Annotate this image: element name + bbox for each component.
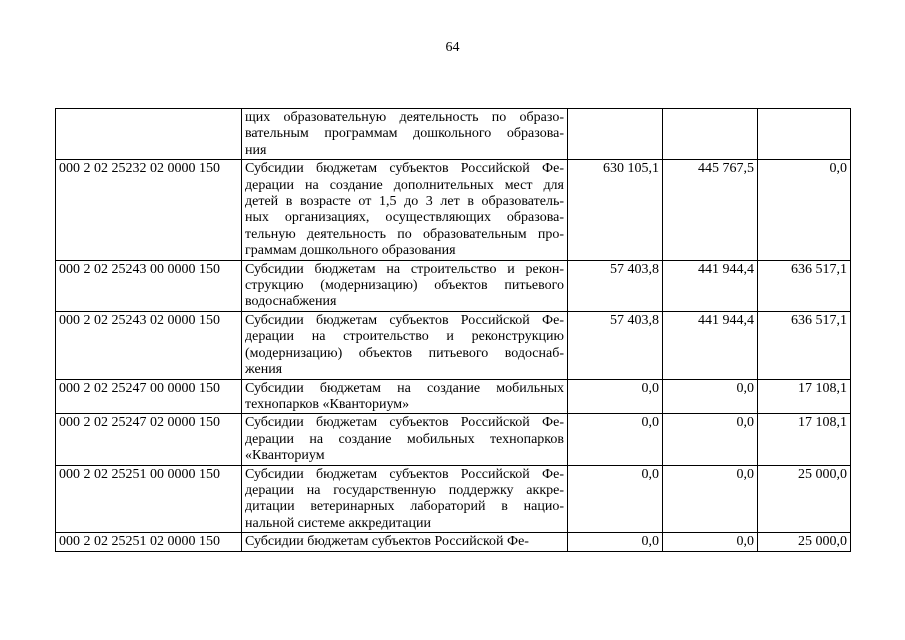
description-line: дитации ветеринарных лабораторий в нацио-	[245, 499, 564, 515]
amount-cell-v3: 0,0	[758, 160, 851, 260]
description-line: дерации на создание мобильных технопарков	[245, 431, 564, 447]
table-row	[56, 533, 851, 551]
table-row	[56, 109, 851, 160]
amount-cell-v2	[663, 109, 758, 160]
description-line: «Кванториум	[245, 448, 325, 464]
description-cell	[242, 260, 568, 311]
amount-cell-v2: 0,0	[663, 414, 758, 465]
description-line: технопарков «Кванториум»	[245, 396, 410, 412]
amount-cell-v2: 441 944,4	[663, 311, 758, 379]
amount-cell-v3: 25 000,0	[758, 465, 851, 533]
budget-code-cell: 000 2 02 25243 02 0000 150	[56, 311, 242, 379]
description-line: тельную деятельность по образовательным про-	[245, 226, 564, 242]
table-row	[56, 260, 851, 311]
table-row	[56, 414, 851, 465]
description-cell	[242, 311, 568, 379]
description-line: Субсидии бюджетам на строительство и рекон-	[245, 261, 564, 277]
description-cell	[242, 533, 568, 551]
budget-table	[55, 108, 851, 552]
budget-code-cell: 000 2 02 25251 00 0000 150	[56, 465, 242, 533]
amount-cell-v1: 0,0	[568, 414, 663, 465]
page-number: 64	[445, 40, 460, 55]
description-line: щих образовательную деятельность по образо-	[245, 110, 564, 125]
amount-cell-v2: 0,0	[663, 465, 758, 533]
amount-cell-v1	[568, 109, 663, 160]
description-cell	[242, 160, 568, 260]
table-row	[56, 311, 851, 379]
amount-cell-v3: 17 108,1	[758, 414, 851, 465]
amount-cell-v3: 17 108,1	[758, 379, 851, 414]
description-line: жения	[245, 362, 283, 378]
table-row	[56, 379, 851, 414]
budget-code-cell	[56, 109, 242, 160]
amount-cell-v1: 0,0	[568, 465, 663, 533]
description-line: струкцию (модернизацию) объектов питьевого	[245, 278, 564, 294]
description-line: дерации на строительство и реконструкцию	[245, 329, 564, 345]
description-line: Субсидии бюджетам субъектов Российской Фе-	[245, 534, 529, 550]
description-line: дерации на государственную поддержку аккре-	[245, 482, 564, 498]
description-cell	[242, 414, 568, 465]
budget-table-body	[56, 109, 851, 552]
budget-code-cell: 000 2 02 25247 00 0000 150	[56, 379, 242, 414]
description-line: Субсидии бюджетам субъектов Российской Фе-	[245, 415, 564, 431]
amount-cell-v1: 57 403,8	[568, 260, 663, 311]
amount-cell-v1: 630 105,1	[568, 160, 663, 260]
budget-code-cell: 000 2 02 25247 02 0000 150	[56, 414, 242, 465]
description-line: нальной системе аккредитации	[245, 515, 431, 531]
description-line: вательным программам дошкольного образова-	[245, 126, 564, 142]
amount-cell-v2: 445 767,5	[663, 160, 758, 260]
table-row	[56, 465, 851, 533]
description-cell	[242, 109, 568, 160]
amount-cell-v2: 441 944,4	[663, 260, 758, 311]
budget-code-cell: 000 2 02 25243 00 0000 150	[56, 260, 242, 311]
description-line: ния	[245, 142, 267, 158]
description-line: водоснабжения	[245, 294, 337, 310]
description-cell	[242, 465, 568, 533]
amount-cell-v3: 636 517,1	[758, 260, 851, 311]
description-line: Субсидии бюджетам на создание мобильных	[245, 380, 564, 396]
description-line: Субсидии бюджетам субъектов Российской Фе-	[245, 466, 564, 482]
amount-cell-v2: 0,0	[663, 533, 758, 551]
amount-cell-v3: 25 000,0	[758, 533, 851, 551]
amount-cell-v3: 636 517,1	[758, 311, 851, 379]
table-row	[56, 160, 851, 260]
amount-cell-v1: 0,0	[568, 533, 663, 551]
amount-cell-v1: 57 403,8	[568, 311, 663, 379]
amount-cell-v2: 0,0	[663, 379, 758, 414]
description-line: граммам дошкольного образования	[245, 243, 456, 259]
description-line: Субсидии бюджетам субъектов Российской Фе-	[245, 312, 564, 328]
description-line: дерации на создание дополнительных мест для	[245, 177, 564, 193]
amount-cell-v1: 0,0	[568, 379, 663, 414]
description-line: (модернизацию) объектов питьевого водоснаб-	[245, 345, 564, 361]
description-line: Субсидии бюджетам субъектов Российской Фе-	[245, 161, 564, 177]
budget-code-cell: 000 2 02 25232 02 0000 150	[56, 160, 242, 260]
amount-cell-v3	[758, 109, 851, 160]
description-line: ных организациях, осуществляющих образова-	[245, 210, 564, 226]
description-cell	[242, 379, 568, 414]
description-line: детей в возрасте от 1,5 до 3 лет в образователь-	[245, 194, 564, 210]
budget-code-cell: 000 2 02 25251 02 0000 150	[56, 533, 242, 551]
